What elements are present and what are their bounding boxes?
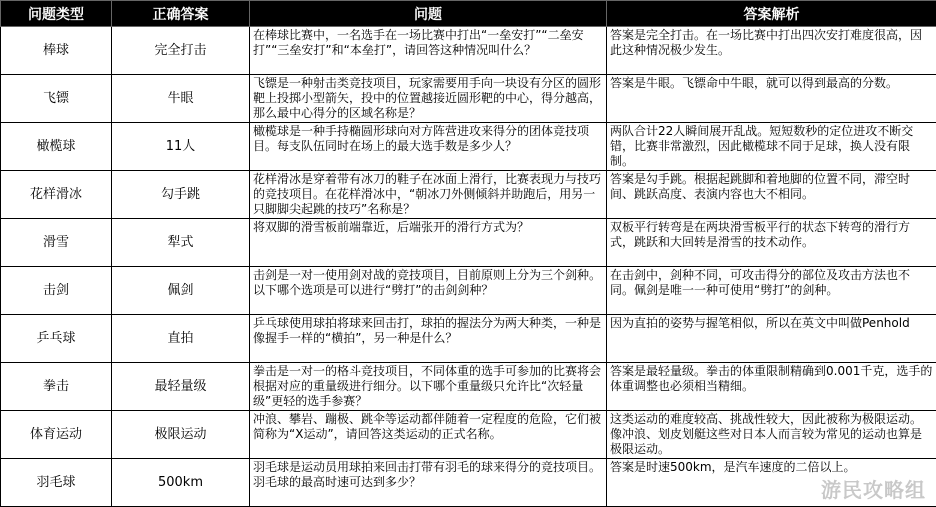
- cell-question: 花样滑冰是穿着带有冰刀的鞋子在冰面上滑行，比赛表现力与技巧的竞技项目。在花样滑冰中，“朝冰刀外侧倾斜并助跑后，用另一只脚脚尖起跳的技巧”名称是？: [250, 171, 607, 219]
- watermark-logo: 游民攻略组: [821, 478, 926, 502]
- cell-explanation: 答案是牛眼。飞镖命中牛眼，就可以得到最高的分数。: [607, 75, 936, 123]
- cell-answer: 最轻量级: [112, 363, 250, 411]
- cell-question: 击剑是一对一使用剑对战的竞技项目，目前原则上分为三个剑种。以下哪个选项是可以进行“劈打”的击剑剑种？: [250, 267, 607, 315]
- cell-explanation: 这类运动的难度较高、挑战性较大，因此被称为极限运动。像冲浪、划皮划艇这些对日本人而言较为常见的运动也算是极限运动。: [607, 411, 936, 459]
- cell-answer: 勾手跳: [112, 171, 250, 219]
- header-explanation: 答案解析: [607, 1, 936, 27]
- cell-type: 棒球: [1, 27, 112, 75]
- cell-explanation: 答案是时速500km，是汽车速度的二倍以上。: [607, 459, 936, 507]
- cell-answer: 直拍: [112, 315, 250, 363]
- table-row: [1, 411, 936, 459]
- cell-question: 羽毛球是运动员用球拍来回击打带有羽毛的球来得分的竞技项目。羽毛球的最高时速可达到多少？: [250, 459, 607, 507]
- cell-explanation: 双板平行转弯是在两块滑雪板平行的状态下转弯的滑行方式，跳跃和大回转是滑雪的技术动作。: [607, 219, 936, 267]
- header-row: [1, 1, 936, 27]
- cell-type: 体育运动: [1, 411, 112, 459]
- cell-answer: 佩剑: [112, 267, 250, 315]
- cell-type: 乒乓球: [1, 315, 112, 363]
- table-row: [1, 27, 936, 75]
- table-row: [1, 171, 936, 219]
- header-correct-answer: 正确答案: [112, 1, 250, 27]
- cell-answer: 500km: [112, 459, 250, 507]
- table-row: [1, 459, 936, 507]
- cell-answer: 完全打击: [112, 27, 250, 75]
- cell-explanation: 答案是完全打击。在一场比赛中打出四次安打难度很高，因此这种情况极少发生。: [607, 27, 936, 75]
- cell-type: 花样滑冰: [1, 171, 112, 219]
- cell-answer: 牛眼: [112, 75, 250, 123]
- table-row: [1, 123, 936, 171]
- cell-answer: 11人: [112, 123, 250, 171]
- cell-type: 橄榄球: [1, 123, 112, 171]
- header-question: 问题: [250, 1, 607, 27]
- table-row: [1, 267, 936, 315]
- table-row: [1, 315, 936, 363]
- cell-question: 冲浪、攀岩、蹦极、跳伞等运动都伴随着一定程度的危险，它们被简称为“X运动”，请回答这类运动的正式名称。: [250, 411, 607, 459]
- table-row: [1, 363, 936, 411]
- cell-type: 滑雪: [1, 219, 112, 267]
- table-row: [1, 75, 936, 123]
- cell-answer: 极限运动: [112, 411, 250, 459]
- cell-type: 击剑: [1, 267, 112, 315]
- cell-question: 将双脚的滑雪板前端靠近，后端张开的滑行方式为？: [250, 219, 607, 267]
- cell-type: 羽毛球: [1, 459, 112, 507]
- cell-type: 飞镖: [1, 75, 112, 123]
- cell-question: 乒乓球使用球拍将球来回击打，球拍的握法分为两大种类，一种是像握手一样的“横拍”，另一种是什么？: [250, 315, 607, 363]
- cell-explanation: 两队合计22人瞬间展开乱战。短短数秒的定位进攻不断交错，比赛非常激烈，因此橄榄球不同于足球，换人没有限制。: [607, 123, 936, 171]
- cell-explanation: 答案是勾手跳。根据起跳脚和着地脚的位置不同，滞空时间、跳跃高度、表演内容也大不相同。: [607, 171, 936, 219]
- cell-type: 拳击: [1, 363, 112, 411]
- cell-question: 在棒球比赛中，一名选手在一场比赛中打出“一垒安打”“二垒安打”“三垒安打”和“本垒打”，请回答这种情况叫什么？: [250, 27, 607, 75]
- header-question-type: 问题类型: [1, 1, 112, 27]
- cell-explanation: 因为直拍的姿势与握笔相似，所以在英文中叫做Penhold: [607, 315, 936, 363]
- cell-question: 飞镖是一种射击类竞技项目，玩家需要用手向一块设有分区的圆形靶上投掷小型箭矢，投中的位置越接近圆形靶的中心，得分越高，那么最中心得分的区域名称是？: [250, 75, 607, 123]
- cell-explanation: 答案是最轻量级。拳击的体重限制精确到0.001千克，选手的体重调整也必须相当精细。: [607, 363, 936, 411]
- cell-answer: 犁式: [112, 219, 250, 267]
- table-row: [1, 219, 936, 267]
- cell-explanation: 在击剑中，剑种不同，可攻击得分的部位及攻击方法也不同。佩剑是唯一一种可使用“劈打”的剑种。: [607, 267, 936, 315]
- cell-question: 拳击是一对一的格斗竞技项目，不同体重的选手可参加的比赛将会根据对应的重量级进行细分。以下哪个重量级只允许比“次轻量级”更轻的选手参赛？: [250, 363, 607, 411]
- cell-question: 橄榄球是一种手持椭圆形球向对方阵营进攻来得分的团体竞技项目。每支队伍同时在场上的最大选手数是多少人？: [250, 123, 607, 171]
